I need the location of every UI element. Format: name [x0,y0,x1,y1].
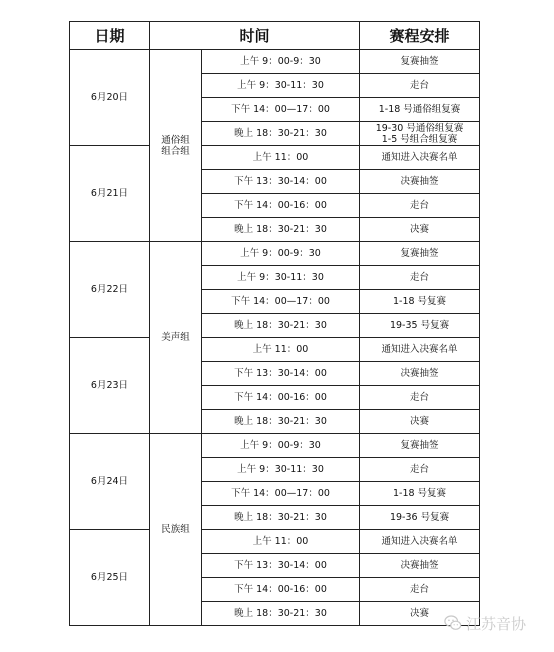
event-cell: 复赛抽签 [360,242,480,266]
event-cell: 决赛抽签 [360,554,480,578]
event-cell: 决赛 [360,410,480,434]
date-cell: 6月25日 [70,530,150,626]
header-time: 时间 [150,22,360,50]
event-cell: 1-18 号通俗组复赛 [360,98,480,122]
group-cell [150,50,202,242]
event-line: 19-30 号通俗组复赛 [375,122,464,134]
time-cell: 上午 9：30-11：30 [202,74,360,98]
event-cell: 决赛 [360,218,480,242]
table-row [70,434,480,458]
time-cell: 下午 14：00—17：00 [202,482,360,506]
event-cell: 走台 [360,458,480,482]
event-cell: 走台 [360,194,480,218]
header-date: 日期 [70,22,150,50]
time-cell: 上午 9：00-9：30 [202,242,360,266]
time-cell: 下午 14：00-16：00 [202,194,360,218]
wechat-icon [444,614,462,632]
event-cell: 19-35 号复赛 [360,314,480,338]
watermark-text: 江苏音协 [466,614,527,633]
time-cell: 上午 9：00-9：30 [202,434,360,458]
event-cell: 通知进入决赛名单 [360,338,480,362]
event-cell: 走台 [360,266,480,290]
table-row [70,242,480,266]
time-cell: 晚上 18：30-21：30 [202,506,360,530]
time-cell: 上午 11：00 [202,530,360,554]
time-cell: 下午 13：30-14：00 [202,170,360,194]
header-row [70,22,480,50]
time-cell: 下午 14：00-16：00 [202,578,360,602]
time-cell: 晚上 18：30-21：30 [202,218,360,242]
time-cell: 上午 11：00 [202,146,360,170]
time-cell: 下午 14：00—17：00 [202,290,360,314]
event-cell: 19-36 号复赛 [360,506,480,530]
time-cell: 上午 9：30-11：30 [202,266,360,290]
group-cell: 美声组 [150,242,202,434]
time-cell: 上午 9：00-9：30 [202,50,360,74]
time-cell: 上午 9：30-11：30 [202,458,360,482]
time-cell: 下午 14：00-16：00 [202,386,360,410]
table-row [70,530,480,554]
event-cell [360,122,480,146]
date-cell: 6月24日 [70,434,150,530]
header-event: 赛程安排 [360,22,480,50]
date-cell: 6月22日 [70,242,150,338]
date-cell: 6月21日 [70,146,150,242]
time-cell: 晚上 18：30-21：30 [202,314,360,338]
event-cell: 复赛抽签 [360,50,480,74]
table-row [70,146,480,170]
time-cell: 晚上 18：30-21：30 [202,410,360,434]
date-cell: 6月23日 [70,338,150,434]
event-cell: 复赛抽签 [360,434,480,458]
table-row [70,338,480,362]
time-cell: 下午 13：30-14：00 [202,554,360,578]
watermark [444,612,526,634]
time-cell: 晚上 18：30-21：30 [202,602,360,626]
group-label: 通俗组 [161,134,190,146]
time-cell: 上午 11：00 [202,338,360,362]
group-label: 组合组 [161,145,190,157]
event-cell: 1-18 号复赛 [360,482,480,506]
event-line: 1-5 号组合组复赛 [381,133,458,145]
event-cell: 通知进入决赛名单 [360,146,480,170]
event-cell: 决赛抽签 [360,362,480,386]
date-cell: 6月20日 [70,50,150,146]
time-cell: 下午 14：00—17：00 [202,98,360,122]
event-cell: 走台 [360,578,480,602]
event-cell: 决赛 [360,602,480,626]
time-cell: 下午 13：30-14：00 [202,362,360,386]
time-cell: 晚上 18：30-21：30 [202,122,360,146]
event-cell: 通知进入决赛名单 [360,530,480,554]
event-cell: 决赛抽签 [360,170,480,194]
group-cell: 民族组 [150,434,202,626]
event-cell: 走台 [360,74,480,98]
table-row [70,50,480,74]
event-cell: 1-18 号复赛 [360,290,480,314]
event-cell: 走台 [360,386,480,410]
schedule-table [69,21,480,626]
